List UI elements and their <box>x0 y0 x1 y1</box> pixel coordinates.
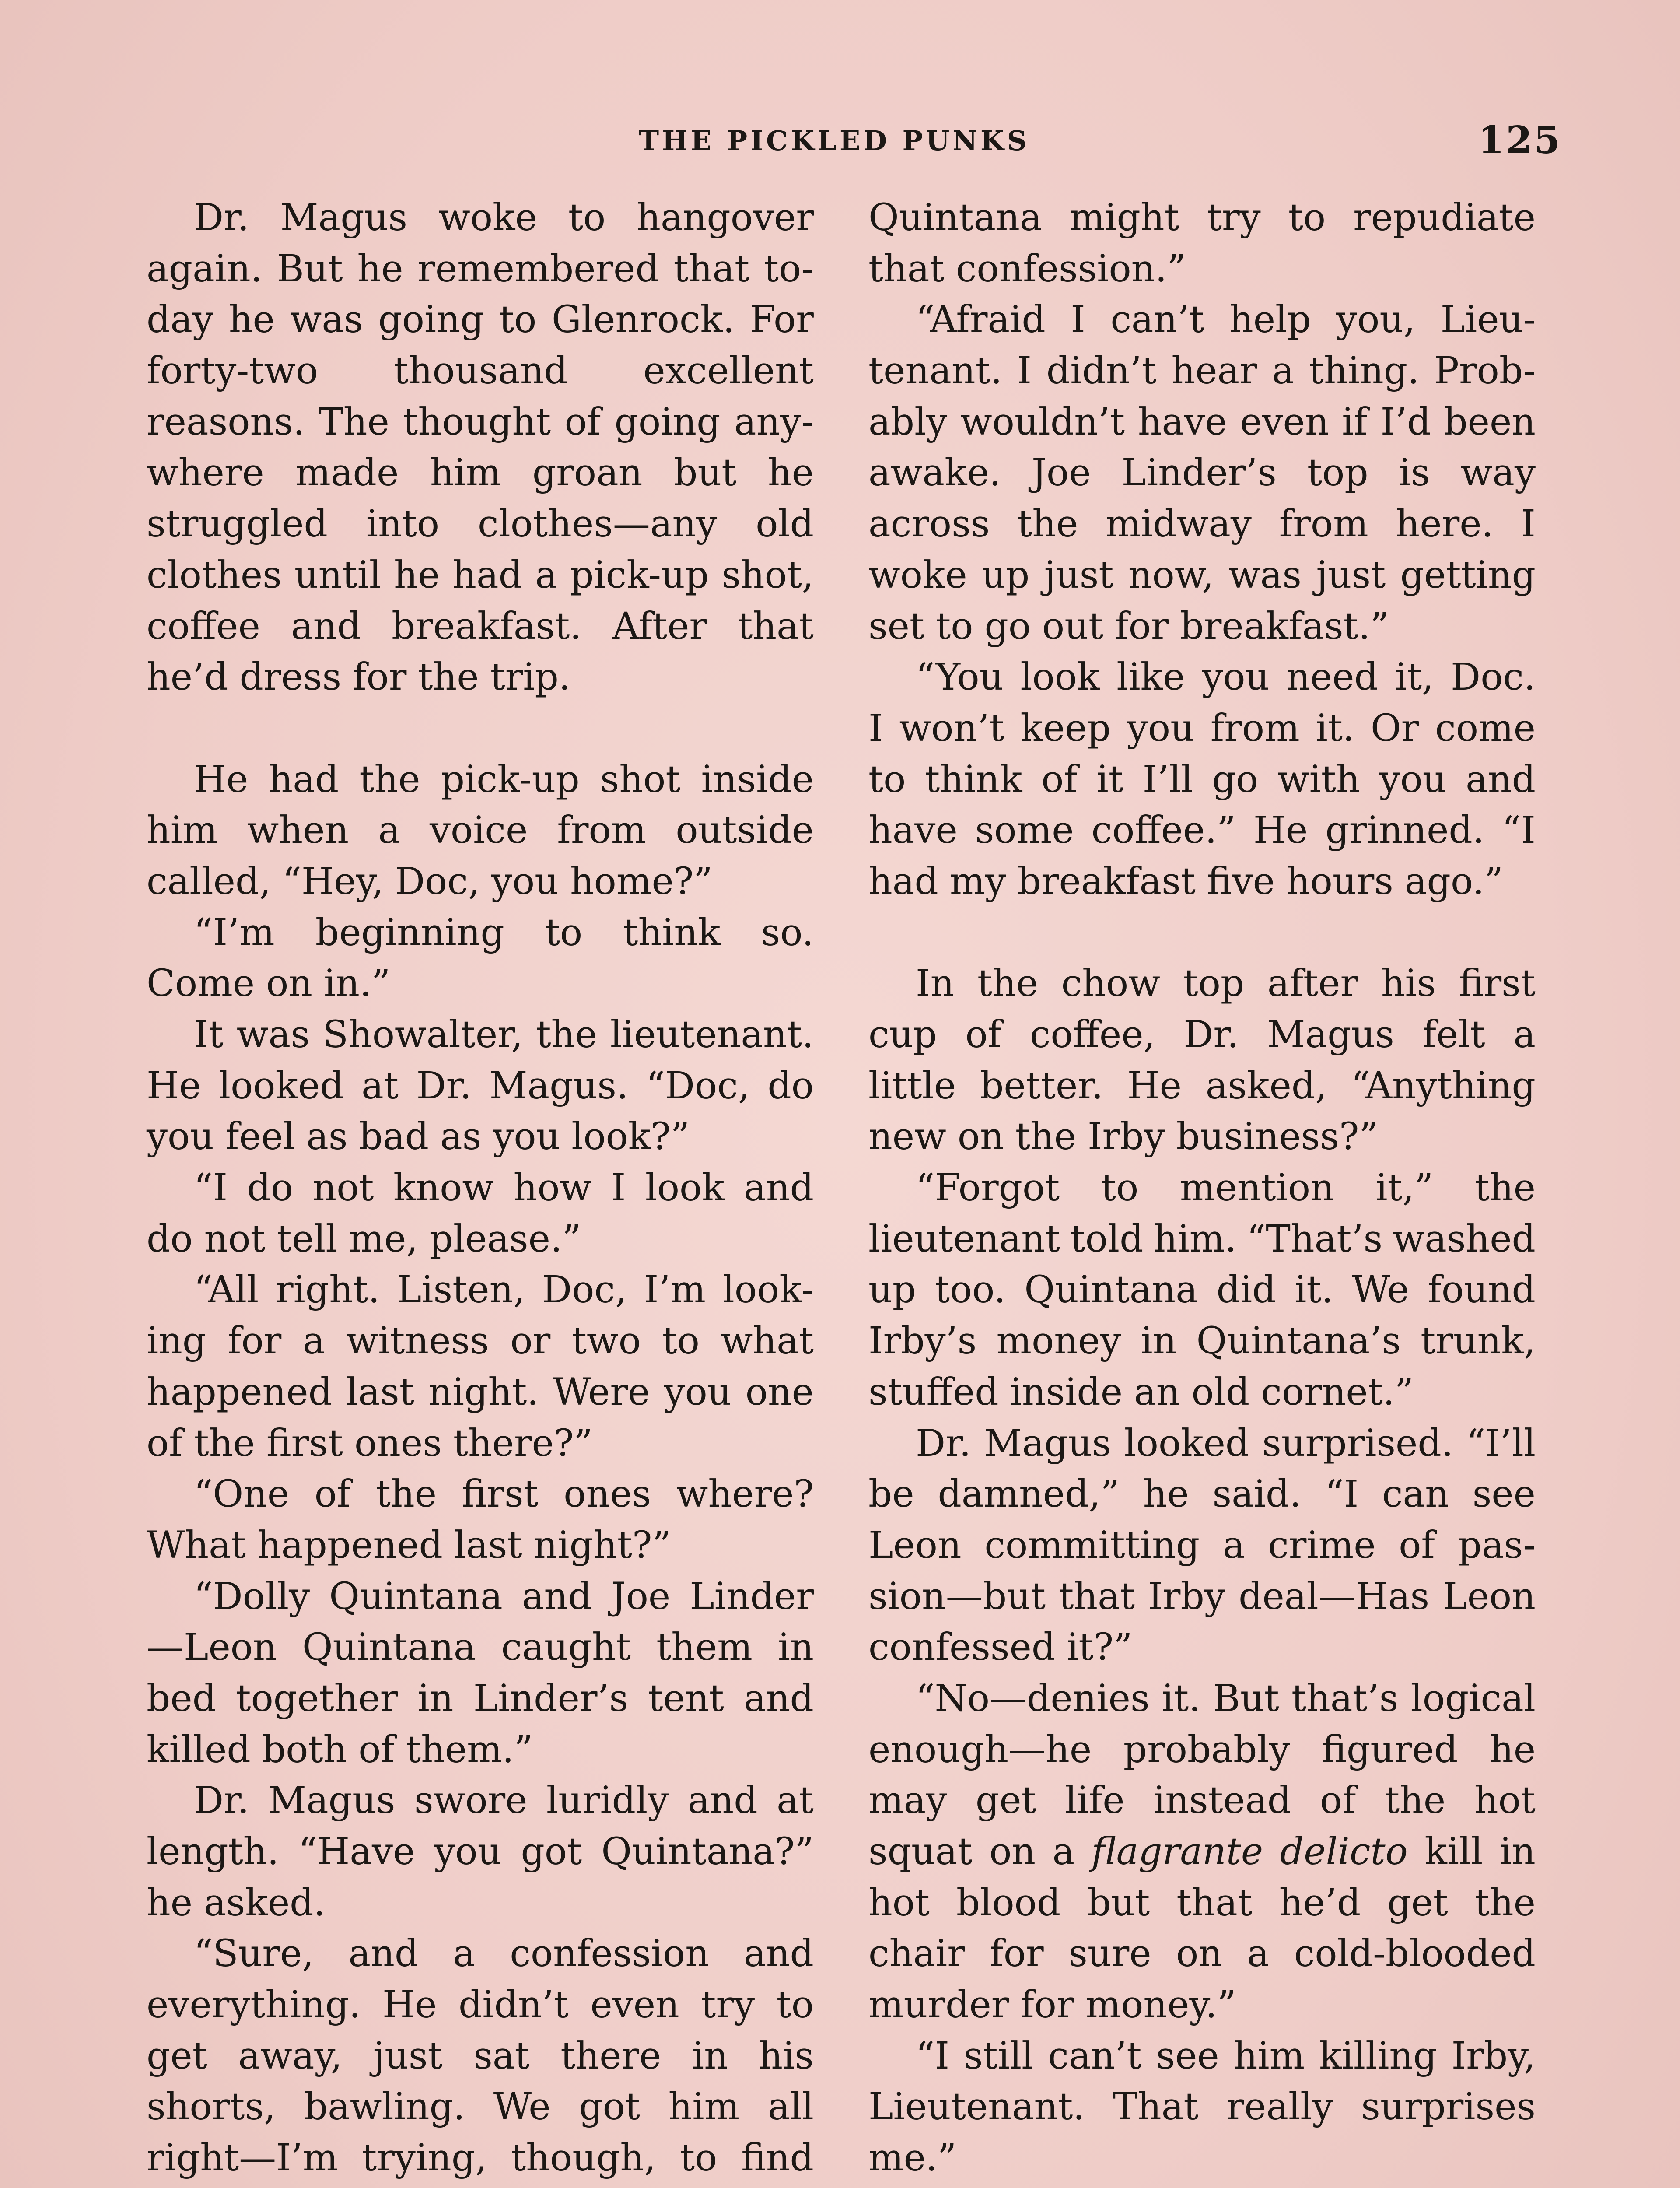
text-line: “Dolly Quintana and Joe Linder <box>194 1574 814 1618</box>
text-line: “One of the first ones where? <box>194 1473 814 1516</box>
text-line <box>868 2184 1536 2188</box>
text-line: you feel as bad as you look?” <box>147 1115 690 1159</box>
text-line: get away, just sat there in his <box>147 2034 814 2078</box>
text-line: little better. He asked, “Anything <box>868 1064 1536 1108</box>
text-line: “No—denies it. But that’s logical <box>916 1676 1536 1720</box>
right-text-column <box>868 193 1536 2188</box>
text-line: ing for a witness or two to what <box>147 1319 814 1363</box>
running-header: THE PICKLED PUNKS <box>639 125 1030 157</box>
text-line: Dr. Magus looked surprised. “I’ll <box>916 1421 1536 1465</box>
text-line: clothes until he had a pick-up shot, <box>147 553 814 597</box>
section-break <box>868 908 1536 959</box>
text-line: Lieutenant. That really surprises <box>868 2085 1536 2129</box>
text-line: confessed it?” <box>868 1626 1133 1669</box>
text-line: Irby’s money in Quintana’s trunk, <box>868 1319 1536 1363</box>
left-text-column <box>147 193 814 2188</box>
text-line: Quintana might try to repudiate <box>868 196 1536 239</box>
text-line: “You look like you need it, Doc. <box>916 656 1536 699</box>
text-line: hot blood but that he’d get the <box>868 1881 1536 1925</box>
text-line: reasons. The thought of going any- <box>147 400 814 444</box>
text-line: length. “Have you got Quintana?” <box>147 1830 814 1873</box>
text-line: sion—but that Irby deal—Has Leon <box>868 1574 1536 1618</box>
text-line: killed both of them.” <box>147 1728 533 1771</box>
text-line: “Forgot to mention it,” the <box>916 1166 1536 1210</box>
text-line: new on the Irby business?” <box>868 1115 1378 1159</box>
text-line: day he was going to Glenrock. For <box>147 298 814 342</box>
text-line: he’d dress for the trip. <box>147 656 570 699</box>
text-line: up too. Quintana did it. We found <box>868 1268 1536 1312</box>
text-line: In the chow top after his first <box>916 962 1536 1006</box>
text-line: struggled into clothes—any old <box>147 502 814 546</box>
text-line: He looked at Dr. Magus. “Doc, do <box>147 1064 814 1108</box>
section-break <box>147 703 814 754</box>
text-line: everything. He didn’t even try to <box>147 1983 814 2027</box>
text-line: of the first ones there?” <box>147 1421 593 1465</box>
text-line: Dr. Magus woke to hangover <box>194 196 814 239</box>
text-line: What happened last night?” <box>147 1523 671 1567</box>
text-line: that confession.” <box>868 247 1186 291</box>
text-line: “I do not know how I look and <box>194 1166 814 1210</box>
text-line: awake. Joe Linder’s top is way <box>868 451 1536 495</box>
text-line: had my breakfast five hours ago.” <box>868 859 1504 903</box>
text-line: “Afraid I can’t help you, Lieu- <box>916 298 1536 342</box>
text-line: forty-two thousand excellent <box>147 349 814 393</box>
text-line: have some coffee.” He grinned. “I <box>868 809 1536 852</box>
text-line: enough—he probably figured he <box>868 1728 1536 1771</box>
text-line: across the midway from here. I <box>868 502 1536 546</box>
text-line: set to go out for breakfast.” <box>868 604 1390 648</box>
text-line <box>147 2184 814 2188</box>
text-line: called, “Hey, Doc, you home?” <box>147 859 713 903</box>
text-line: “Sure, and a confession and <box>194 1932 814 1976</box>
text-line: right—I’m trying, though, to find <box>147 2136 814 2180</box>
text-line: where made him groan but he <box>147 451 814 495</box>
text-line: —Leon Quintana caught them in <box>147 1626 814 1669</box>
text-line: again. But he remembered that to- <box>147 247 814 291</box>
text-line: to think of it I’ll go with you and <box>868 757 1536 801</box>
text-line: Come on in.” <box>147 962 391 1006</box>
text-line: tenant. I didn’t hear a thing. Prob- <box>868 349 1536 393</box>
text-line: coffee and breakfast. After that <box>147 604 814 648</box>
text-line: happened last night. Were you one <box>147 1370 814 1414</box>
text-line: chair for sure on a cold-blooded <box>868 1932 1536 1976</box>
text-line: stuffed inside an old cornet.” <box>868 1370 1414 1414</box>
page-number: 125 <box>1478 118 1562 162</box>
text-line: squat on a flagrante delicto kill in <box>868 1830 1536 1873</box>
text-line: He had the pick-up shot inside <box>194 757 814 801</box>
text-line: may get life instead of the hot <box>868 1779 1536 1823</box>
text-line: “I still can’t see him killing Irby, <box>916 2034 1536 2078</box>
text-line: “All right. Listen, Doc, I’m look- <box>194 1268 814 1312</box>
text-line: cup of coffee, Dr. Magus felt a <box>868 1013 1536 1056</box>
text-line: bed together in Linder’s tent and <box>147 1676 814 1720</box>
text-line: It was Showalter, the lieutenant. <box>194 1013 814 1056</box>
text-line: I won’t keep you from it. Or come <box>868 706 1536 750</box>
text-line: shorts, bawling. We got him all <box>147 2085 814 2129</box>
text-line: lieutenant told him. “That’s washed <box>868 1217 1536 1261</box>
text-line: Leon committing a crime of pas- <box>868 1523 1536 1567</box>
text-line: be damned,” he said. “I can see <box>868 1473 1536 1516</box>
text-line: me.” <box>868 2136 957 2180</box>
text-line: murder for money.” <box>868 1983 1236 2027</box>
text-line: do not tell me, please.” <box>147 1217 581 1261</box>
text-line: he asked. <box>147 1881 326 1925</box>
text-line: woke up just now, was just getting <box>868 553 1536 597</box>
text-line: ably wouldn’t have even if I’d been <box>868 400 1536 444</box>
text-line: Dr. Magus swore luridly and at <box>194 1779 814 1823</box>
text-line: “I’m beginning to think so. <box>194 911 814 954</box>
text-line: him when a voice from outside <box>147 809 814 852</box>
